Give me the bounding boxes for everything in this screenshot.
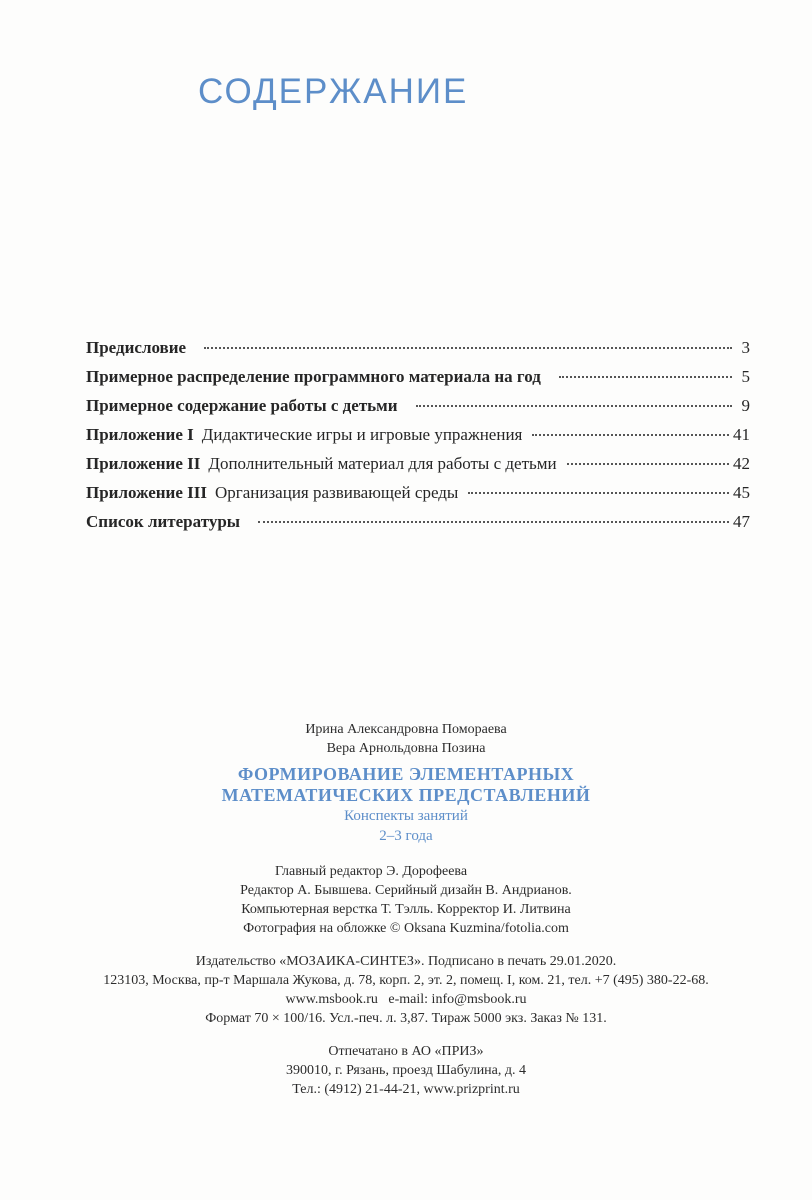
imprint-block bbox=[0, 720, 812, 1099]
toc-entry-label: Приложение III Организация развивающей среды bbox=[86, 483, 459, 502]
toc-entry[interactable] bbox=[86, 512, 750, 541]
leader-dots bbox=[258, 521, 729, 523]
toc-page-number: 45 bbox=[733, 483, 750, 502]
toc-entry-label: Список литературы bbox=[86, 512, 241, 531]
author-name: Ирина Александровна Помораева bbox=[305, 722, 507, 737]
page-title: СОДЕРЖАНИЕ bbox=[198, 72, 469, 111]
credits bbox=[0, 862, 812, 938]
leader-dots bbox=[532, 434, 729, 436]
toc-entry[interactable] bbox=[86, 454, 750, 483]
leader-dots bbox=[416, 405, 732, 407]
toc-entry-label: Предисловие bbox=[86, 338, 187, 357]
toc-page-number: 42 bbox=[733, 454, 750, 473]
toc-entry[interactable] bbox=[86, 367, 750, 396]
publisher-info bbox=[0, 952, 812, 1028]
publisher-address: 123103, Москва, пр-т Маршала Жукова, д. 78, корп. 2, эт. 2, помещ. I, ком. 21, тел. +7 (495) 380-22-68. bbox=[103, 973, 709, 988]
toc-entry[interactable] bbox=[86, 338, 750, 367]
toc-page-number: 47 bbox=[733, 512, 750, 531]
toc-entry[interactable] bbox=[86, 396, 750, 425]
publisher-web: www.msbook.ru e-mail: info@msbook.ru bbox=[285, 992, 527, 1007]
toc-entry-label: Примерное распределение программного материала на год bbox=[86, 367, 541, 386]
editor-credit: Редактор А. Бывшева. Серийный дизайн В. Андрианов. bbox=[240, 883, 572, 898]
table-of-contents bbox=[86, 338, 750, 541]
leader-dots bbox=[468, 492, 729, 494]
leader-dots bbox=[559, 376, 732, 378]
photo-credit: Фотография на обложке © Oksana Kuzmina/fotolia.com bbox=[243, 921, 569, 936]
layout-credit: Компьютерная верстка Т. Тэлль. Корректор И. Литвина bbox=[241, 902, 571, 917]
age-range: 2–3 года bbox=[379, 828, 433, 844]
printer-info bbox=[0, 1042, 812, 1099]
publisher-line: Издательство «МОЗАИКА-СИНТЕЗ». Подписано в печать 29.01.2020. bbox=[195, 954, 617, 969]
toc-entry-label: Приложение I Дидактические игры и игровые упражнения bbox=[86, 425, 523, 444]
toc-entry-label: Примерное содержание работы с детьми bbox=[86, 396, 398, 415]
printer-address: 390010, г. Рязань, проезд Шабулина, д. 4 bbox=[285, 1063, 527, 1078]
leader-dots bbox=[567, 463, 729, 465]
toc-entry[interactable] bbox=[86, 425, 750, 454]
toc-page-number: 3 bbox=[741, 338, 750, 357]
leader-dots bbox=[204, 347, 732, 349]
printer-name: Отпечатано в АО «ПРИЗ» bbox=[328, 1044, 484, 1059]
chief-editor: Главный редактор Э. Дорофеева bbox=[274, 864, 468, 879]
toc-page-number: 41 bbox=[733, 425, 750, 444]
toc-entry[interactable] bbox=[86, 483, 750, 512]
toc-page-number: 9 bbox=[741, 396, 750, 415]
toc-page-number: 5 bbox=[741, 367, 750, 386]
author-name: Вера Арнольдовна Позина bbox=[326, 741, 486, 756]
book-title-line: ФОРМИРОВАНИЕ ЭЛЕМЕНТАРНЫХ bbox=[237, 764, 575, 784]
printer-contacts: Тел.: (4912) 21-44-21, www.prizprint.ru bbox=[292, 1082, 520, 1097]
book-subtitle: Конспекты занятий bbox=[344, 808, 468, 824]
toc-entry-label: Приложение II Дополнительный материал для работы с детьми bbox=[86, 454, 557, 473]
print-format: Формат 70 × 100/16. Усл.-печ. л. 3,87. Тираж 5000 экз. Заказ № 131. bbox=[205, 1011, 607, 1026]
book-title-line: МАТЕМАТИЧЕСКИХ ПРЕДСТАВЛЕНИЙ bbox=[221, 785, 591, 805]
